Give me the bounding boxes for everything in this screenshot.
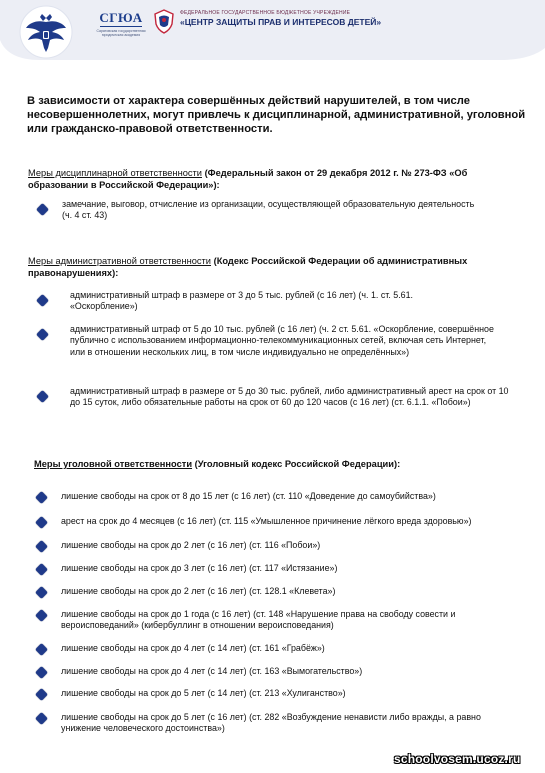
bullet-icon [36,390,49,403]
criminal-item: лишение свободы на срок от 8 до 15 лет (с 16 лет) (ст. 110 «Доведение до самоубийства») [61,491,436,501]
header [0,0,545,64]
eagle-emblem-icon [18,4,74,60]
bullet-icon [35,609,48,622]
criminal-title: Меры уголовной ответственности [34,459,193,469]
bullet-icon [36,203,49,216]
administrative-item: административный штраф в размере от 3 до 5 тыс. рублей (с 16 лет) (ч. 1. ст. 5.61. «Оскорбление») [70,290,414,312]
administrative-source: (Кодекс Российской Федерации об административных правонарушениях): [28,256,468,278]
criminal-item: лишение свободы на срок до 2 лет (с 16 лет) (ст. 116 «Побои») [61,540,321,550]
bullet-icon [36,294,49,307]
criminal-item: лишение свободы на срок до 2 лет (с 16 лет) (ст. 128.1 «Клевета») [61,586,336,596]
criminal-item: лишение свободы на срок до 3 лет (с 16 лет) (ст. 117 «Истязание») [61,563,338,573]
criminal-item: арест на срок до 4 месяцев (с 16 лет) (ст. 115 «Умышленное причинение лёгкого вреда здоровью») [61,516,472,526]
administrative-item: административный штраф в размере от 5 до 30 тыс. рублей, либо административный арест на срок от 10 до 15 суток, либо обязательные работы на срок от 60 до 120 часов (с 16 лет) (ст. 6.1.1. «Побои») [70,386,509,408]
bullet-icon [35,712,48,725]
disciplinary-item: замечание, выговор, отчисление из организации, осуществляющей образовательную деятельность (ч. 4 ст. 43) [62,199,475,221]
bullet-icon [36,328,49,341]
bullet-icon [35,586,48,599]
criminal-heading [34,458,524,470]
sgua-logo-text: СГЮА [99,10,143,25]
bullet-icon [35,563,48,576]
org-name: «ЦЕНТР ЗАЩИТЫ ПРАВ И ИНТЕРЕСОВ ДЕТЕЙ» [180,17,382,27]
criminal-source: (Уголовный кодекс Российской Федерации): [192,459,401,469]
bullet-icon [35,491,48,504]
criminal-item: лишение свободы на срок до 4 лет (с 14 лет) (ст. 161 «Грабёж») [61,643,325,653]
disciplinary-title: Меры дисциплинарной ответственности [28,168,202,178]
bullet-icon [35,516,48,529]
administrative-title: Меры административной ответственности [28,256,212,266]
criminal-item: лишение свободы на срок до 5 лет (с 16 лет) (ст. 282 «Возбуждение ненависти либо вражды, а равно унижение человеческого достоинства») [61,712,481,734]
sgua-logo-subtitle: Саратовская государственная юридическая академия [96,29,146,37]
criminal-item: лишение свободы на срок до 5 лет (с 14 лет) (ст. 213 «Хулиганство») [61,688,346,698]
criminal-item: лишение свободы на срок до 4 лет (с 14 лет) (ст. 163 «Вымогательство») [61,666,363,676]
administrative-heading [28,255,518,279]
administrative-item: административный штраф от 5 до 10 тыс. рублей (с 16 лет) (ч. 2 ст. 5.61. «Оскорбление, совершённое публично с использованием информационно-телекоммуникационных сетей, включая сеть Интернет, или в отношении нескольких лиц, в том числе индивидуально не определённых») [70,324,494,357]
sgua-logo-divider [100,26,142,27]
sgua-logo [96,6,146,50]
intro-paragraph: В зависимости от характера совершённых действий нарушителей, в том числе несовершеннолетних, могут привлечь к дисциплинарной, административной, уголовной или гражданско-правовой ответственности. [27,95,526,135]
disciplinary-heading [28,167,518,191]
site-watermark: schoolvosem.ucoz.ru [394,752,521,766]
org-type-label: ФЕДЕРАЛЬНОЕ ГОСУДАРСТВЕННОЕ БЮДЖЕТНОЕ УЧРЕЖДЕНИЕ [180,10,351,16]
bullet-icon [35,666,48,679]
disciplinary-source: (Федеральный закон от 29 декабря 2012 г. № 273-ФЗ «Об образовании в Российской Федерации»): [28,168,468,190]
bullet-icon [35,540,48,553]
bullet-icon [35,643,48,656]
bullet-icon [35,688,48,701]
criminal-item: лишение свободы на срок до 1 года (с 16 лет) (ст. 148 «Нарушение права на свободу совести и вероисповеданий» (кибербуллинг в отношении вероисповедания) [61,609,456,631]
center-emblem-icon [152,8,176,34]
